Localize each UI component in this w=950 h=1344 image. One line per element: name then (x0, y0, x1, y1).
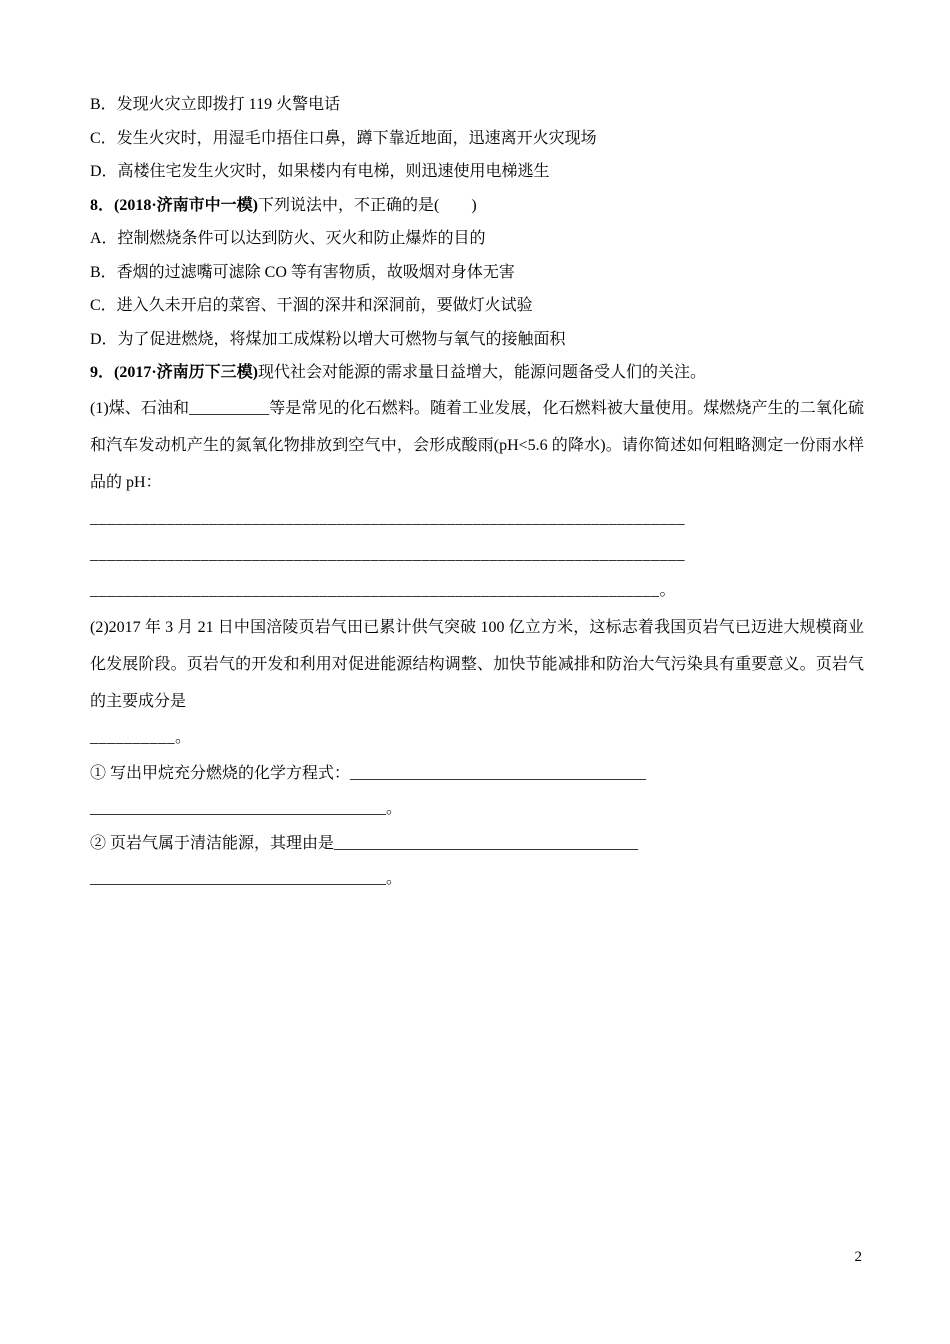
q9-sub2-blank: ______________________________________ (334, 834, 639, 852)
q9-part1-paragraph: (1)煤、石油和__________等是常见的化石燃料。随着工业发展，化石燃料被大量使用。煤燃烧产生的二氧化硫和汽车发动机产生的氮氧化物排放到空气中，会形成酸雨(pH<5.6 的降水)。请你简述如何粗略测定一份雨水样品的 pH： (90, 399, 864, 491)
answer-blank-line-3: ___________________________________________________________________。 (90, 581, 676, 599)
q9-sub1-blank-line-2: _____________________________________。 (90, 799, 403, 817)
q9-part2-answer-blank: __________。 (90, 728, 192, 746)
answer-blank-line-2: ______________________________________________________________________ (90, 545, 685, 563)
answer-blank-line-1: ______________________________________________________________________ (90, 509, 685, 527)
document-content (90, 88, 864, 896)
q9-sub2-line (90, 826, 864, 861)
q7-choice-d: D．高楼住宅发生火灾时，如果楼内有电梯，则迅速使用电梯逃生 (90, 163, 550, 180)
q8-choice-c: C．进入久未开启的菜窖、干涸的深井和深洞前，要做灯火试验 (90, 297, 533, 314)
q8-choice-a: A．控制燃烧条件可以达到防火、灭火和防止爆炸的目的 (90, 230, 486, 247)
q9-part2-paragraph: (2)2017 年 3 月 21 日中国涪陵页岩气田已累计供气突破 100 亿立方米，这标志着我国页岩气已迈进大规模商业化发展阶段。页岩气的开发和利用对促进能源结构调整、加快节能减排和防治大气污染具有重要意义。页岩气的主要成分是 (90, 618, 864, 710)
q7-choice-b: B．发现火灾立即拨打 119 火警电话 (90, 96, 341, 113)
page-number: 2 (854, 1249, 862, 1265)
q9-stem-text: 现代社会对能源的需求量日益增大，能源问题备受人们的关注。 (258, 364, 707, 381)
q8-choice-b: B．香烟的过滤嘴可滤除 CO 等有害物质，故吸烟对身体无害 (90, 263, 515, 281)
q8-number-source: 8．(2018·济南市中一模) (90, 196, 258, 214)
q9-sub2-text: ② 页岩气属于清洁能源，其理由是 (90, 834, 335, 852)
q9-stem (90, 356, 864, 390)
q9-sub2-blank-line-2: _____________________________________。 (90, 869, 403, 887)
q9-sub1-line (90, 756, 864, 791)
q8-stem-text: 下列说法中，不正确的是( ) (258, 196, 477, 214)
q7-choice-c: C．发生火灾时，用湿毛巾捂住口鼻，蹲下靠近地面，迅速离开火灾现场 (90, 129, 597, 147)
q8-choice-d: D．为了促进燃烧，将煤加工成煤粉以增大可燃物与氧气的接触面积 (90, 330, 566, 348)
q9-sub1-text: ① 写出甲烷充分燃烧的化学方程式： (90, 764, 351, 782)
q9-number-source: 9．(2017·济南历下三模) (90, 364, 258, 381)
q9-sub1-blank: _____________________________________ (350, 764, 647, 782)
q8-stem (90, 189, 864, 223)
